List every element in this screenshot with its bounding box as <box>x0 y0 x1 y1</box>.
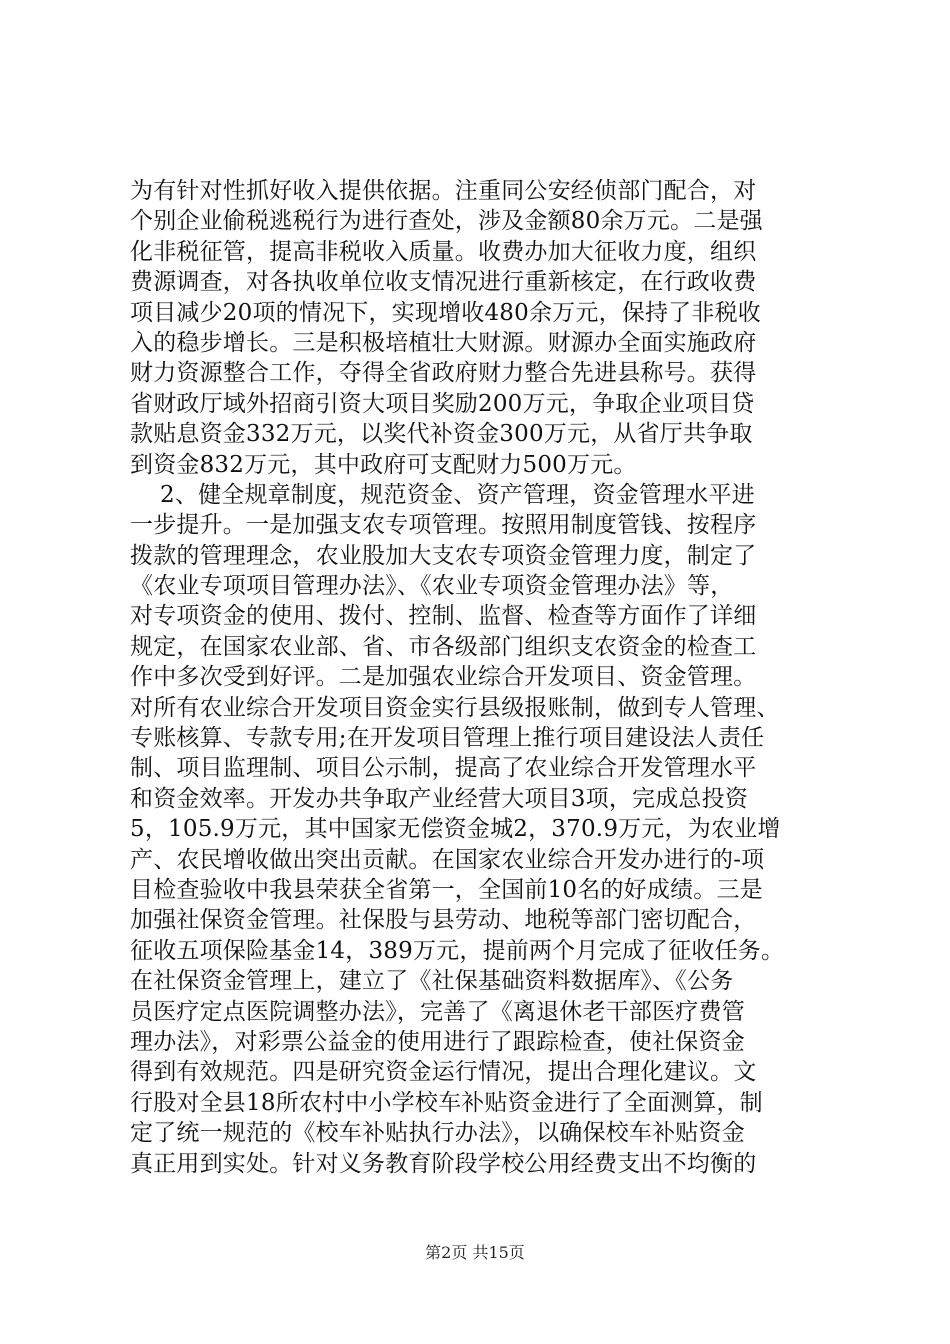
text-line: 产、农民增收做出突出贡献。在国家农业综合开发办进行的-项 <box>130 846 765 873</box>
text-line: 规定，在国家农业部、省、市各级部门组织支农资金的检查工 <box>130 633 757 660</box>
page-number-footer: 第2页 共15页 <box>425 1243 525 1262</box>
text-line: 2、健全规章制度，规范资金、资产管理，资金管理水平进 <box>130 481 755 508</box>
text-line: 项目减少20项的情况下，实现增收480余万元，保持了非税收 <box>130 299 761 326</box>
text-line: 行股对全县18所农村中小学校车补贴资金进行了全面测算，制 <box>130 1089 763 1116</box>
text-line: 和资金效率。开发办共争取产业经营大项目3项，完成总投资 <box>130 785 749 812</box>
text-line: 员医疗定点医院调整办法》，完善了《离退休老干部医疗费管 <box>130 998 745 1025</box>
text-line: 真正用到实处。针对义务教育阶段学校公用经费支出不均衡的 <box>130 1150 757 1177</box>
text-line: 加强社保资金管理。社保股与县劳动、地税等部门密切配合， <box>130 907 757 934</box>
text-line: 在社保资金管理上，建立了《社保基础资料数据库》、《公务 <box>130 968 734 995</box>
text-line: 目检查验收中我县荣获全省第一，全国前10名的好成绩。三是 <box>130 876 763 903</box>
text-line: 一步提升。一是加强支农专项管理。按照用制度管钱、按程序 <box>130 512 757 539</box>
document-body <box>130 176 830 1179</box>
text-line: 征收五项保险基金14，389万元，提前两个月完成了征收任务。 <box>130 937 785 964</box>
text-line: 5，105.9万元，其中国家无偿资金城2，370.9万元，为农业增 <box>130 816 781 843</box>
text-line: 到资金832万元，其中政府可支配财力500万元。 <box>130 451 637 478</box>
text-line: 为有针对性抓好收入提供依据。注重同公安经侦部门配合，对 <box>130 178 757 204</box>
text-line: 定了统一规范的《校车补贴执行办法》，以确保校车补贴资金 <box>130 1120 745 1147</box>
text-line: 得到有效规范。四是研究资金运行情况，提出合理化建议。文 <box>130 1059 757 1086</box>
text-line: 个别企业偷税逃税行为进行查处，涉及金额80余万元。二是强 <box>130 208 763 235</box>
text-line: 制、项目监理制、项目公示制，提高了农业综合开发管理水平 <box>130 755 757 782</box>
text-line: 《农业专项项目管理办法》、《农业专项资金管理办法》等， <box>130 573 734 600</box>
text-line: 专账核算、专款专用;在开发项目管理上推行项目建设法人责任 <box>130 725 765 752</box>
text-line: 款贴息资金332万元，以奖代补资金300万元，从省厅共争取 <box>130 421 753 448</box>
text-line: 费源调查，对各执收单位收支情况进行重新核定，在行政收费 <box>130 269 757 296</box>
text-line: 财力资源整合工作，夺得全省政府财力整合先进县称号。获得 <box>130 360 757 387</box>
text-line: 入的稳步增长。三是积极培植壮大财源。财源办全面实施政府 <box>130 329 757 356</box>
text-line: 对所有农业综合开发项目资金实行县级报账制，做到专人管理、 <box>130 694 780 721</box>
text-line: 化非税征管，提高非税收入质量。收费办加大征收力度，组织 <box>130 238 757 265</box>
text-line: 拨款的管理理念，农业股加大支农专项资金管理力度，制定了 <box>130 542 757 569</box>
text-line: 作中多次受到好评。二是加强农业综合开发项目、资金管理。 <box>130 664 757 691</box>
text-line: 理办法》，对彩票公益金的使用进行了跟踪检查，使社保资金 <box>130 1028 745 1055</box>
text-line: 对专项资金的使用、拨付、控制、监督、检查等方面作了详细 <box>130 603 757 630</box>
text-line: 省财政厅域外招商引资大项目奖励200万元，争取企业项目贷 <box>130 390 755 417</box>
